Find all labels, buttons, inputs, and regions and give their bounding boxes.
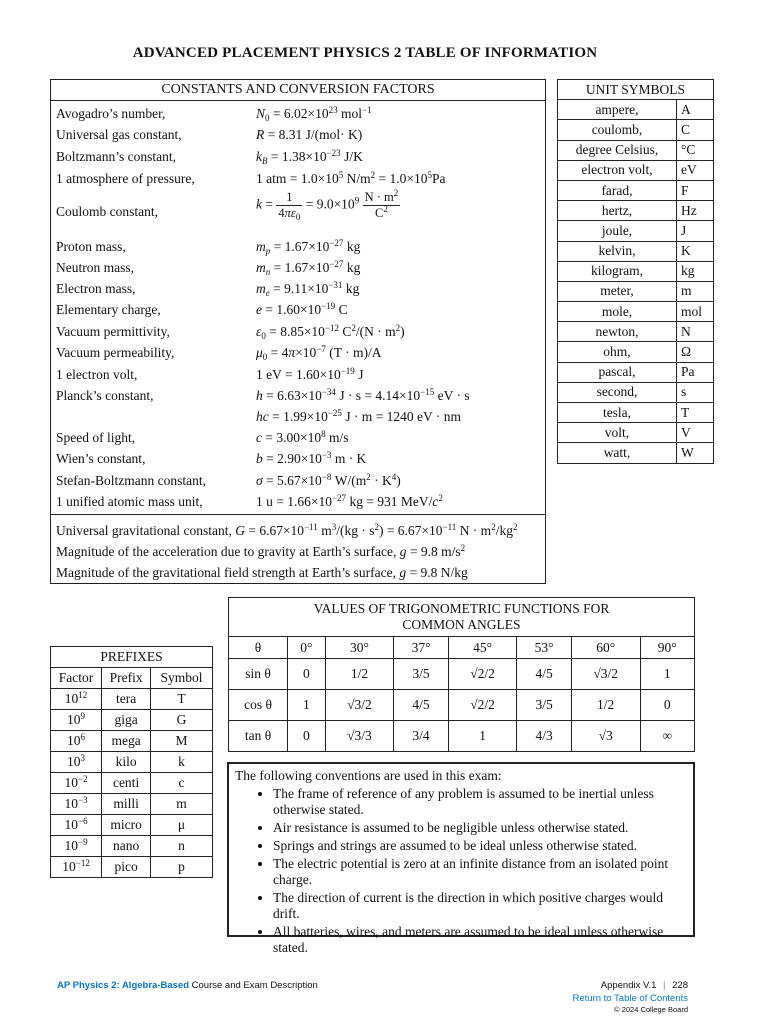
list-item: • The electric potential is zero at an infinite distance from an isolated point charge. xyxy=(273,856,690,888)
const-value: $k_B = 1.38\times 10^{-23}$ J/K xyxy=(256,148,363,166)
const-name: Boltzmann’s constant, xyxy=(56,149,176,164)
table-row: newton, N xyxy=(558,322,714,342)
const-value: hc = $1.99\times 10^{-25}$ J · m = 1240 eV · nm xyxy=(256,408,462,424)
conventions-intro: The following conventions are used in this exam: xyxy=(235,768,502,783)
table-row: $10^3$ kilo k xyxy=(51,752,213,773)
table-row: $10^{-3}$ milli m xyxy=(51,794,213,815)
table-row: $10^{12}$ tera T xyxy=(51,689,213,710)
const-value: $m_e = 9.11\times 10^{-31}$ kg xyxy=(256,280,360,298)
const-value: $m_p = 1.67\times 10^{-27}$ kg xyxy=(256,238,361,256)
table-row: θ 0° 30° 37° 45° 53° 60° 90° xyxy=(229,637,695,659)
const-value: 1 eV = $1.60\times 10^{-19}$ J xyxy=(256,366,364,382)
table-row: volt, V xyxy=(558,423,714,443)
copyright: © 2024 College Board xyxy=(614,1005,688,1014)
trig-heading: VALUES OF TRIGONOMETRIC FUNCTIONS FOR COMMON ANGLES xyxy=(229,598,695,637)
trig-table xyxy=(228,597,695,752)
table-row: farad, F xyxy=(558,180,714,200)
gravity-row: Universal gravitational constant, $G = 6.67\times 10^{-11}$ $m^3/(kg \cdot s^2) = 6.67\times 10^{-11}$ $N \cdot m^2/kg^2$ xyxy=(56,522,518,538)
const-name: Planck’s constant, xyxy=(56,388,154,403)
table-row: coulomb, C xyxy=(558,120,714,140)
const-name: Universal gas constant, xyxy=(56,127,182,142)
table-row: $10^9$ giga G xyxy=(51,710,213,731)
const-name: Neutron mass, xyxy=(56,260,134,275)
list-item: • The direction of current is the direction in which positive charges would drift. xyxy=(273,890,690,922)
const-name: Wien’s constant, xyxy=(56,451,146,466)
const-value: $c = 3.00\times 10^8$ m/s xyxy=(256,429,349,445)
const-value: $N_0 = 6.02\times 10^{23}$ mol$^{-1}$ xyxy=(256,105,372,123)
list-item: • Springs and strings are assumed to be ideal unless otherwise stated. xyxy=(273,838,690,854)
const-name: 1 unified atomic mass unit, xyxy=(56,494,203,509)
table-row: ohm, Ω xyxy=(558,342,714,362)
gravity-row: Magnitude of the gravitational field strength at Earth’s surface, g = 9.8 N/kg xyxy=(56,565,468,580)
const-name: Vacuum permeability, xyxy=(56,345,175,360)
const-value: k = $\frac{1}{4\pi\varepsilon_0}$ = $9.0\times 10^9$ $\frac{N \cdot m^2}{C^2}$ xyxy=(256,188,399,222)
unit-symbols-table xyxy=(557,79,714,464)
list-item: • All batteries, wires, and meters are assumed to be ideal unless otherwise stated. xyxy=(273,924,690,956)
const-value: $\varepsilon_0 = 8.85\times 10^{-12}$ $C^2/(N \cdot m^2)$ xyxy=(256,323,405,341)
const-name: Speed of light, xyxy=(56,430,136,445)
table-row: $10^{-9}$ nano n xyxy=(51,836,213,857)
const-name: Proton mass, xyxy=(56,239,126,254)
const-name: Stefan-Boltzmann constant, xyxy=(56,473,206,488)
unit-symbols-heading: UNIT SYMBOLS xyxy=(558,80,714,100)
table-row: watt, W xyxy=(558,443,714,463)
list-item: • Air resistance is assumed to be negligible unless otherwise stated. xyxy=(273,820,690,836)
conventions-box xyxy=(227,762,695,955)
const-name: Elementary charge, xyxy=(56,302,161,317)
table-row: mole, mol xyxy=(558,302,714,322)
prefixes-heading: PREFIXES xyxy=(51,647,213,668)
footer-course: AP Physics 2: Algebra-Based Course and Exam Description xyxy=(57,980,318,991)
prefixes-table xyxy=(50,646,213,878)
table-row: tesla, T xyxy=(558,403,714,423)
footer-appendix: Appendix V.1 | 228 xyxy=(600,980,688,991)
constants-heading: CONSTANTS AND CONVERSION FACTORS xyxy=(51,80,545,101)
conventions-list xyxy=(235,786,690,956)
gravity-row: Magnitude of the acceleration due to gravity at Earth’s surface, g = 9.8 $m/s^2$ xyxy=(56,543,466,559)
const-value: $\sigma = 5.67\times 10^{-8}$ $W/(m^2 \cdot K^4)$ xyxy=(256,472,401,488)
const-value: 1 atm = $1.0\times 10^5$ $N/m^2 = 1.0\times 10^5Pa$ xyxy=(256,170,446,186)
const-name: Avogadro’s number, xyxy=(56,106,166,121)
const-name: Electron mass, xyxy=(56,281,136,296)
table-row: joule, J xyxy=(558,221,714,241)
table-row: ampere, A xyxy=(558,100,714,120)
table-row: meter, m xyxy=(558,281,714,301)
table-row: $10^{-2}$ centi c xyxy=(51,773,213,794)
table-row: second, s xyxy=(558,382,714,402)
const-value: 1 $u = 1.66\times 10^{-27}$ kg = 931 MeV/$c^2$ xyxy=(256,493,443,509)
const-value: $e = 1.60\times 10^{-19}$ C xyxy=(256,301,348,317)
const-name: 1 electron volt, xyxy=(56,367,138,382)
table-row: electron volt, eV xyxy=(558,160,714,180)
const-name: Coulomb constant, xyxy=(56,204,158,219)
const-value: $h = 6.63\times 10^{-34}$ $J \cdot s = 4.14\times 10^{-15}$ eV · s xyxy=(256,387,470,403)
list-item: • The frame of reference of any problem is assumed to be inertial unless otherwise stated. xyxy=(273,786,690,818)
table-row: pascal, Pa xyxy=(558,362,714,382)
table-row: cos θ 1 √3/2 4/5 √2/2 3/5 1/2 0 xyxy=(229,690,695,721)
const-name: Vacuum permittivity, xyxy=(56,324,170,339)
table-row: tan θ 0 √3/3 3/4 1 4/3 √3 ∞ xyxy=(229,721,695,752)
const-value: $b = 2.90\times 10^{-3}$ m · K xyxy=(256,450,367,466)
const-value: $m_n = 1.67\times 10^{-27}$ kg xyxy=(256,259,361,277)
divider xyxy=(51,514,545,515)
table-row: kelvin, K xyxy=(558,241,714,261)
table-row: sin θ 0 1/2 3/5 √2/2 4/5 √3/2 1 xyxy=(229,659,695,690)
const-value: R = 8.31 J/(mol· K) xyxy=(256,127,363,142)
constants-box xyxy=(50,79,546,584)
table-row: kilogram, kg xyxy=(558,261,714,281)
page-title: ADVANCED PLACEMENT PHYSICS 2 TABLE OF INFORMATION xyxy=(132,45,598,61)
table-row: $10^{-12}$ pico p xyxy=(51,857,213,878)
const-name: 1 atmosphere of pressure, xyxy=(56,171,195,186)
table-row: $10^6$ mega M xyxy=(51,731,213,752)
const-value: $\mu_0 = 4\pi\times 10^{-7}$ (T · m)/A xyxy=(256,344,382,362)
table-row: degree Celsius, °C xyxy=(558,140,714,160)
table-row: $10^{-6}$ micro μ xyxy=(51,815,213,836)
return-to-toc-link[interactable]: Return to Table of Contents xyxy=(572,993,688,1004)
table-row: hertz, Hz xyxy=(558,201,714,221)
table-row: Factor Prefix Symbol xyxy=(51,668,213,689)
